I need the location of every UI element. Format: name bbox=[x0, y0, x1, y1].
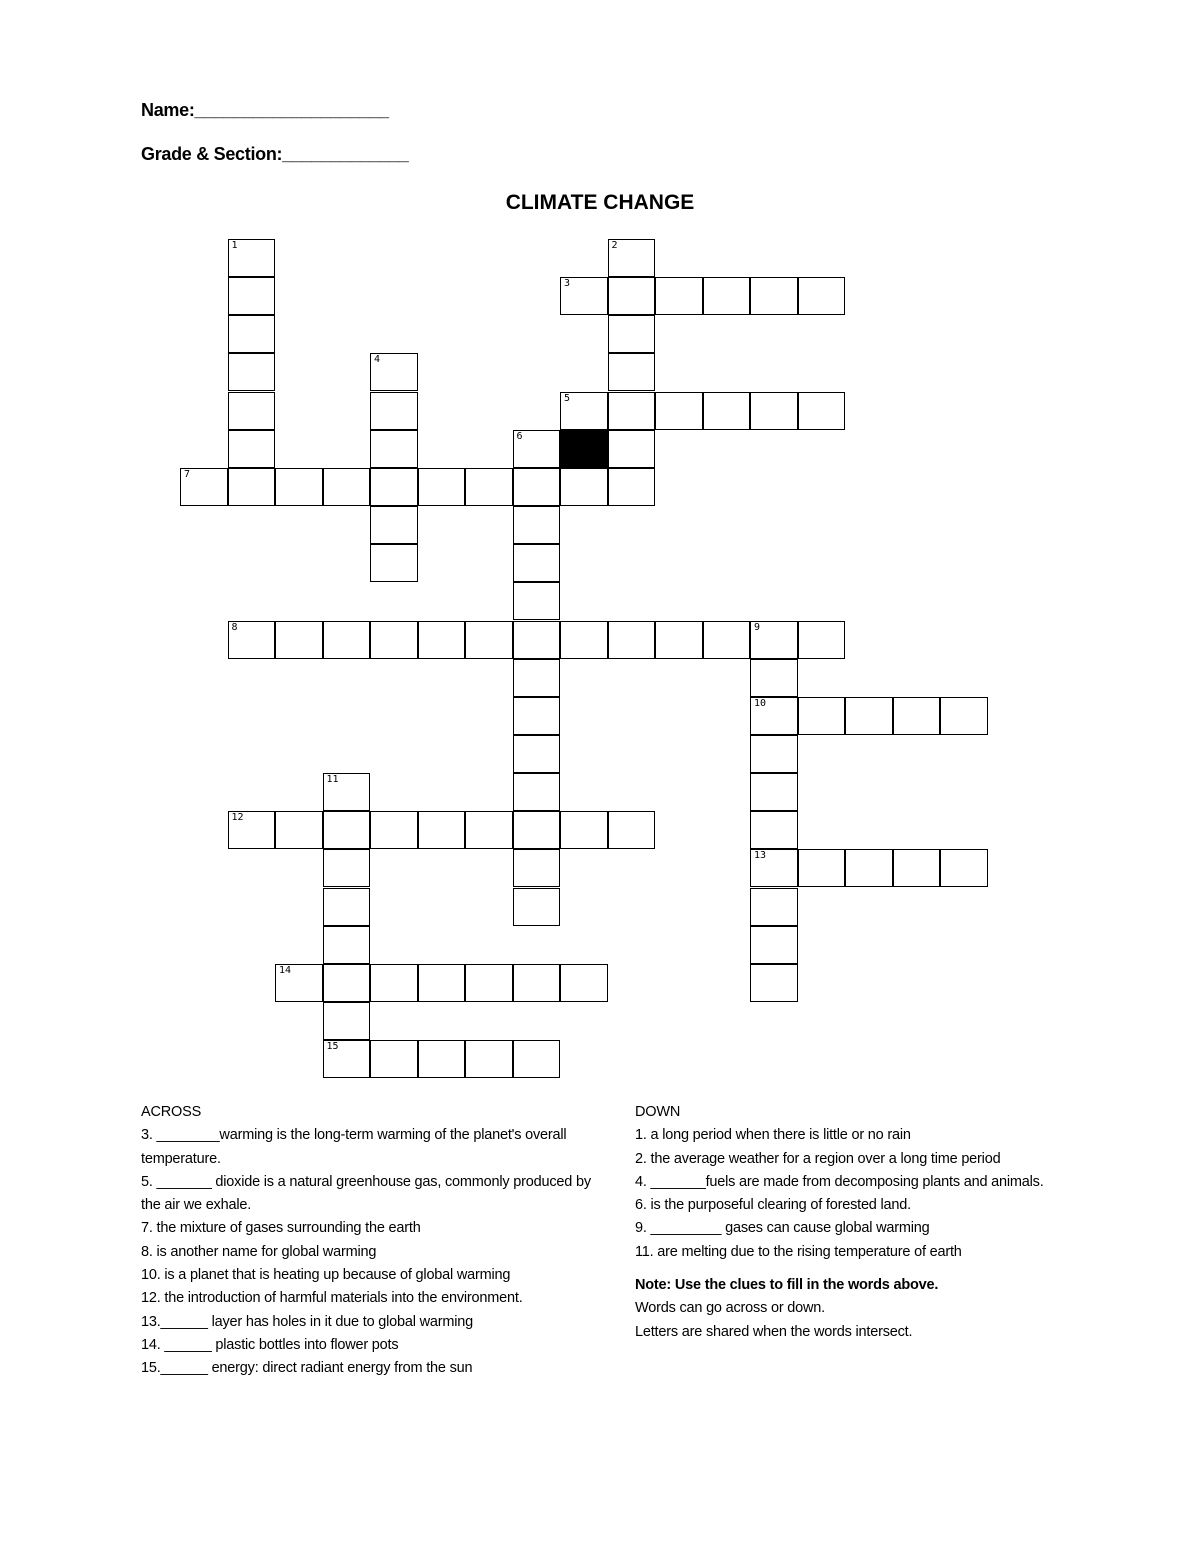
crossword-cell[interactable] bbox=[418, 468, 466, 506]
crossword-cell[interactable] bbox=[513, 849, 561, 887]
across-clue-13: 13.______ layer has holes in it due to global warming bbox=[141, 1313, 473, 1330]
crossword-cell[interactable] bbox=[560, 964, 608, 1002]
crossword-cell[interactable] bbox=[798, 277, 846, 315]
crossword-cell[interactable] bbox=[228, 621, 276, 659]
letter-input[interactable] bbox=[419, 622, 465, 658]
letter-input[interactable] bbox=[419, 965, 465, 1001]
letter-input[interactable] bbox=[751, 736, 797, 772]
letter-input[interactable] bbox=[751, 774, 797, 810]
letter-input[interactable] bbox=[466, 1041, 512, 1077]
name-field-label: Name:____________________ bbox=[141, 100, 389, 120]
letter-input[interactable] bbox=[894, 698, 940, 734]
crossword-cell[interactable] bbox=[750, 926, 798, 964]
letter-input[interactable] bbox=[371, 507, 417, 543]
letter-input[interactable] bbox=[514, 660, 560, 696]
crossword-cell[interactable] bbox=[323, 1040, 371, 1078]
grade-section-field-label: Grade & Section:_____________ bbox=[141, 144, 409, 164]
down-clue-11: 11. are melting due to the rising temperature of earth bbox=[635, 1243, 962, 1260]
across-heading: ACROSS bbox=[141, 1104, 202, 1120]
letter-input[interactable] bbox=[656, 393, 702, 429]
crossword-cell[interactable] bbox=[228, 430, 276, 468]
letter-input[interactable] bbox=[229, 393, 275, 429]
crossword-cell[interactable] bbox=[750, 964, 798, 1002]
note-line-1: Words can go across or down. bbox=[635, 1300, 825, 1317]
letter-input[interactable] bbox=[609, 354, 655, 390]
letter-input[interactable] bbox=[656, 622, 702, 658]
crossword-cell[interactable] bbox=[228, 239, 276, 277]
crossword-cell[interactable] bbox=[608, 353, 656, 391]
letter-input[interactable] bbox=[514, 622, 560, 658]
letter-input[interactable] bbox=[229, 316, 275, 352]
crossword-cell[interactable] bbox=[750, 811, 798, 849]
crossword-cell[interactable] bbox=[703, 392, 751, 430]
crossword-cell[interactable] bbox=[513, 659, 561, 697]
letter-input[interactable] bbox=[324, 774, 370, 810]
page-title: CLIMATE CHANGE bbox=[505, 191, 695, 214]
letter-input[interactable] bbox=[894, 850, 940, 886]
across-clue-14: 14. ______ plastic bottles into flower pots bbox=[141, 1336, 399, 1353]
crossword-cell[interactable] bbox=[418, 621, 466, 659]
letter-input[interactable] bbox=[371, 354, 417, 390]
letter-input[interactable] bbox=[514, 1041, 560, 1077]
crossword-cell[interactable] bbox=[275, 964, 323, 1002]
letter-input[interactable] bbox=[466, 622, 512, 658]
crossword-cell[interactable] bbox=[323, 926, 371, 964]
down-clues bbox=[635, 1101, 1075, 1344]
crossword-cell[interactable] bbox=[845, 849, 893, 887]
letter-input[interactable] bbox=[751, 393, 797, 429]
across-clue-15: 15.______ energy: direct radiant energy from the sun bbox=[141, 1360, 473, 1377]
clue-number: 4 bbox=[374, 354, 381, 366]
crossword-cell[interactable] bbox=[750, 773, 798, 811]
crossword-cell[interactable] bbox=[228, 811, 276, 849]
crossword-cell[interactable] bbox=[513, 621, 561, 659]
letter-input[interactable] bbox=[419, 1041, 465, 1077]
letter-input[interactable] bbox=[466, 965, 512, 1001]
crossword-cell[interactable] bbox=[798, 621, 846, 659]
crossword-cell[interactable] bbox=[560, 811, 608, 849]
crossword-cell[interactable] bbox=[608, 621, 656, 659]
crossword-cell[interactable] bbox=[513, 506, 561, 544]
letter-input[interactable] bbox=[276, 469, 322, 505]
crossword-cell[interactable] bbox=[370, 1040, 418, 1078]
letter-input[interactable] bbox=[609, 469, 655, 505]
letter-input[interactable] bbox=[751, 965, 797, 1001]
letter-input[interactable] bbox=[514, 774, 560, 810]
letter-input[interactable] bbox=[514, 545, 560, 581]
crossword-cell[interactable] bbox=[180, 468, 228, 506]
across-clue-12: 12. the introduction of harmful materials into the environment. bbox=[141, 1290, 523, 1307]
letter-input[interactable] bbox=[846, 698, 892, 734]
clue-number: 2 bbox=[611, 240, 618, 251]
letter-input[interactable] bbox=[609, 393, 655, 429]
letter-input[interactable] bbox=[324, 469, 370, 505]
crossword-cell[interactable] bbox=[940, 849, 988, 887]
down-clue-4: 4. _______fuels are made from decomposing plants and animals. bbox=[635, 1173, 1044, 1190]
letter-input[interactable] bbox=[324, 889, 370, 925]
crossword-cell[interactable] bbox=[940, 697, 988, 735]
letter-input[interactable] bbox=[324, 927, 370, 963]
letter-input[interactable] bbox=[751, 622, 797, 658]
crossword-cell[interactable] bbox=[370, 544, 418, 582]
clue-number: 8 bbox=[231, 621, 238, 633]
letter-input[interactable] bbox=[846, 850, 892, 886]
letter-input[interactable] bbox=[514, 431, 560, 467]
letter-input[interactable] bbox=[229, 354, 275, 390]
letter-input[interactable] bbox=[324, 850, 370, 886]
letter-input[interactable] bbox=[656, 278, 702, 314]
letter-input[interactable] bbox=[229, 812, 275, 848]
letter-input[interactable] bbox=[561, 622, 607, 658]
clue-number: 7 bbox=[184, 468, 191, 480]
letter-input[interactable] bbox=[514, 583, 560, 619]
crossword-cell[interactable] bbox=[608, 315, 656, 353]
letter-input[interactable] bbox=[751, 278, 797, 314]
crossword-cell[interactable] bbox=[370, 392, 418, 430]
crossword-cell[interactable] bbox=[750, 888, 798, 926]
clue-number: 3 bbox=[564, 278, 571, 290]
letter-input[interactable] bbox=[561, 393, 607, 429]
crossword-cell[interactable] bbox=[513, 735, 561, 773]
crossword-cell[interactable] bbox=[703, 277, 751, 315]
crossword-cell[interactable] bbox=[750, 697, 798, 735]
clue-number: 15 bbox=[326, 1041, 339, 1053]
letter-input[interactable] bbox=[229, 240, 275, 276]
crossword-cell[interactable] bbox=[275, 621, 323, 659]
clue-number: 11 bbox=[326, 774, 339, 786]
letter-input[interactable] bbox=[799, 850, 845, 886]
crossword-cell[interactable] bbox=[513, 964, 561, 1002]
crossword-cell[interactable] bbox=[560, 621, 608, 659]
letter-input[interactable] bbox=[276, 622, 322, 658]
letter-input[interactable] bbox=[371, 431, 417, 467]
crossword-cell[interactable] bbox=[228, 277, 276, 315]
letter-input[interactable] bbox=[229, 278, 275, 314]
letter-input[interactable] bbox=[941, 698, 987, 734]
letter-input[interactable] bbox=[371, 812, 417, 848]
letter-input[interactable] bbox=[514, 736, 560, 772]
crossword-cell[interactable] bbox=[418, 1040, 466, 1078]
crossword-cell[interactable] bbox=[370, 353, 418, 391]
crossword-cell[interactable] bbox=[513, 468, 561, 506]
down-clue-9: 9. _________ gases can cause global warming bbox=[635, 1220, 930, 1237]
letter-input[interactable] bbox=[229, 431, 275, 467]
crossword-cell[interactable] bbox=[608, 277, 656, 315]
letter-input[interactable] bbox=[466, 812, 512, 848]
crossword-cell[interactable] bbox=[228, 392, 276, 430]
letter-input[interactable] bbox=[799, 393, 845, 429]
letter-input[interactable] bbox=[799, 698, 845, 734]
crossword-cell[interactable] bbox=[750, 659, 798, 697]
crossword-cell[interactable] bbox=[750, 392, 798, 430]
crossword-cell[interactable] bbox=[323, 964, 371, 1002]
crossword-cell[interactable] bbox=[893, 849, 941, 887]
letter-input[interactable] bbox=[514, 507, 560, 543]
letter-input[interactable] bbox=[799, 622, 845, 658]
crossword-cell[interactable] bbox=[228, 315, 276, 353]
letter-input[interactable] bbox=[609, 240, 655, 276]
crossword-cell[interactable] bbox=[465, 811, 513, 849]
crossword-cell[interactable] bbox=[370, 430, 418, 468]
crossword-cell[interactable] bbox=[418, 964, 466, 1002]
crossword-cell[interactable] bbox=[323, 1002, 371, 1040]
crossword-cell[interactable] bbox=[608, 430, 656, 468]
letter-input[interactable] bbox=[514, 889, 560, 925]
letter-input[interactable] bbox=[181, 469, 227, 505]
letter-input[interactable] bbox=[324, 622, 370, 658]
crossword-cell[interactable] bbox=[513, 430, 561, 468]
crossword-cell[interactable] bbox=[750, 849, 798, 887]
crossword-cell[interactable] bbox=[798, 849, 846, 887]
letter-input[interactable] bbox=[751, 812, 797, 848]
clue-number: 9 bbox=[754, 621, 761, 633]
letter-input[interactable] bbox=[371, 469, 417, 505]
crossword-cell[interactable] bbox=[370, 506, 418, 544]
crossword-cell[interactable] bbox=[608, 239, 656, 277]
crossword-cell[interactable] bbox=[323, 888, 371, 926]
crossword-cell[interactable] bbox=[560, 468, 608, 506]
note-line-2: Letters are shared when the words intersect. bbox=[635, 1323, 913, 1340]
letter-input[interactable] bbox=[466, 469, 512, 505]
crossword-cell[interactable] bbox=[655, 392, 703, 430]
letter-input[interactable] bbox=[751, 660, 797, 696]
clue-number: 5 bbox=[564, 392, 571, 404]
across-clue-3: 3. ________warming is the long-term warming of the planet's overall temperature. bbox=[141, 1127, 567, 1167]
crossword-cell[interactable] bbox=[513, 888, 561, 926]
crossword-cell[interactable] bbox=[370, 811, 418, 849]
letter-input[interactable] bbox=[324, 812, 370, 848]
across-clues bbox=[141, 1101, 591, 1381]
crossword-cell[interactable] bbox=[608, 468, 656, 506]
down-clue-1: 1. a long period when there is little or no rain bbox=[635, 1127, 911, 1144]
letter-input[interactable] bbox=[514, 698, 560, 734]
letter-input[interactable] bbox=[324, 1003, 370, 1039]
crossword-cell[interactable] bbox=[228, 353, 276, 391]
down-clue-2: 2. the average weather for a region over a long time period bbox=[635, 1150, 1001, 1167]
letter-input[interactable] bbox=[419, 469, 465, 505]
letter-input[interactable] bbox=[229, 622, 275, 658]
crossword-cell[interactable] bbox=[323, 621, 371, 659]
note-heading: Note: Use the clues to fill in the words above. bbox=[635, 1277, 939, 1294]
letter-input[interactable] bbox=[609, 431, 655, 467]
crossword-cell[interactable] bbox=[703, 621, 751, 659]
letter-input[interactable] bbox=[704, 393, 750, 429]
crossword-cell[interactable] bbox=[275, 811, 323, 849]
crossword-cell[interactable] bbox=[655, 277, 703, 315]
letter-input[interactable] bbox=[371, 393, 417, 429]
letter-input[interactable] bbox=[371, 622, 417, 658]
crossword-cell[interactable] bbox=[323, 811, 371, 849]
crossword-cell[interactable] bbox=[513, 544, 561, 582]
clue-number: 6 bbox=[516, 430, 523, 442]
crossword-cell[interactable] bbox=[275, 468, 323, 506]
letter-input[interactable] bbox=[609, 622, 655, 658]
letter-input[interactable] bbox=[704, 622, 750, 658]
letter-input[interactable] bbox=[751, 927, 797, 963]
crossword-cell[interactable] bbox=[560, 392, 608, 430]
crossword-cell[interactable] bbox=[323, 773, 371, 811]
crossword-cell[interactable] bbox=[750, 735, 798, 773]
crossword-cell[interactable] bbox=[845, 697, 893, 735]
crossword-cell[interactable] bbox=[323, 468, 371, 506]
clue-number: 14 bbox=[279, 964, 292, 976]
clue-number: 12 bbox=[231, 812, 244, 824]
across-clue-8: 8. is another name for global warming bbox=[141, 1243, 377, 1260]
across-clue-5: 5. _______ dioxide is a natural greenhouse gas, commonly produced by the air we exhale. bbox=[141, 1173, 591, 1214]
letter-input[interactable] bbox=[561, 965, 607, 1001]
crossword-cell[interactable] bbox=[513, 773, 561, 811]
crossword-cell[interactable] bbox=[370, 621, 418, 659]
crossword-cell[interactable] bbox=[370, 964, 418, 1002]
clue-number: 10 bbox=[754, 697, 767, 709]
crossword-cell[interactable] bbox=[465, 964, 513, 1002]
letter-input[interactable] bbox=[514, 850, 560, 886]
crossword-cell[interactable] bbox=[513, 811, 561, 849]
crossword-cell[interactable] bbox=[465, 1040, 513, 1078]
letter-input[interactable] bbox=[276, 965, 322, 1001]
crossword-cell[interactable] bbox=[750, 621, 798, 659]
letter-input[interactable] bbox=[609, 278, 655, 314]
letter-input[interactable] bbox=[561, 278, 607, 314]
down-clue-6: 6. is the purposeful clearing of forested land. bbox=[635, 1197, 911, 1214]
letter-input[interactable] bbox=[609, 316, 655, 352]
crossword-cell[interactable] bbox=[323, 849, 371, 887]
letter-input[interactable] bbox=[751, 850, 797, 886]
down-heading: DOWN bbox=[635, 1104, 681, 1120]
crossword-cell[interactable] bbox=[560, 277, 608, 315]
letter-input[interactable] bbox=[609, 812, 655, 848]
clue-number: 13 bbox=[754, 850, 767, 862]
crossword-cell[interactable] bbox=[798, 697, 846, 735]
letter-input[interactable] bbox=[229, 469, 275, 505]
crossword-cell[interactable] bbox=[370, 468, 418, 506]
crossword-cell[interactable] bbox=[418, 811, 466, 849]
letter-input[interactable] bbox=[799, 278, 845, 314]
crossword-cell[interactable] bbox=[228, 468, 276, 506]
letter-input[interactable] bbox=[419, 812, 465, 848]
crossword-cell[interactable] bbox=[655, 621, 703, 659]
crossword-cell[interactable] bbox=[798, 392, 846, 430]
black-cell bbox=[560, 430, 608, 468]
crossword-cell[interactable] bbox=[513, 697, 561, 735]
crossword-cell[interactable] bbox=[513, 582, 561, 620]
letter-input[interactable] bbox=[514, 965, 560, 1001]
across-clue-7: 7. the mixture of gases surrounding the earth bbox=[141, 1220, 421, 1237]
clue-number: 1 bbox=[231, 240, 238, 251]
crossword-cell[interactable] bbox=[513, 1040, 561, 1078]
crossword-cell[interactable] bbox=[608, 811, 656, 849]
letter-input[interactable] bbox=[751, 889, 797, 925]
letter-input[interactable] bbox=[371, 1041, 417, 1077]
letter-input[interactable] bbox=[561, 469, 607, 505]
letter-input[interactable] bbox=[941, 850, 987, 886]
letter-input[interactable] bbox=[324, 965, 370, 1001]
letter-input[interactable] bbox=[371, 965, 417, 1001]
across-clue-10: 10. is a planet that is heating up because of global warming bbox=[141, 1267, 511, 1284]
crossword-cell[interactable] bbox=[608, 392, 656, 430]
letter-input[interactable] bbox=[514, 469, 560, 505]
crossword-cell[interactable] bbox=[465, 468, 513, 506]
crossword-cell[interactable] bbox=[750, 277, 798, 315]
letter-input[interactable] bbox=[276, 812, 322, 848]
letter-input[interactable] bbox=[514, 812, 560, 848]
crossword-cell[interactable] bbox=[893, 697, 941, 735]
letter-input[interactable] bbox=[324, 1041, 370, 1077]
crossword-cell[interactable] bbox=[465, 621, 513, 659]
letter-input[interactable] bbox=[561, 812, 607, 848]
letter-input[interactable] bbox=[704, 278, 750, 314]
letter-input[interactable] bbox=[371, 545, 417, 581]
letter-input[interactable] bbox=[751, 698, 797, 734]
